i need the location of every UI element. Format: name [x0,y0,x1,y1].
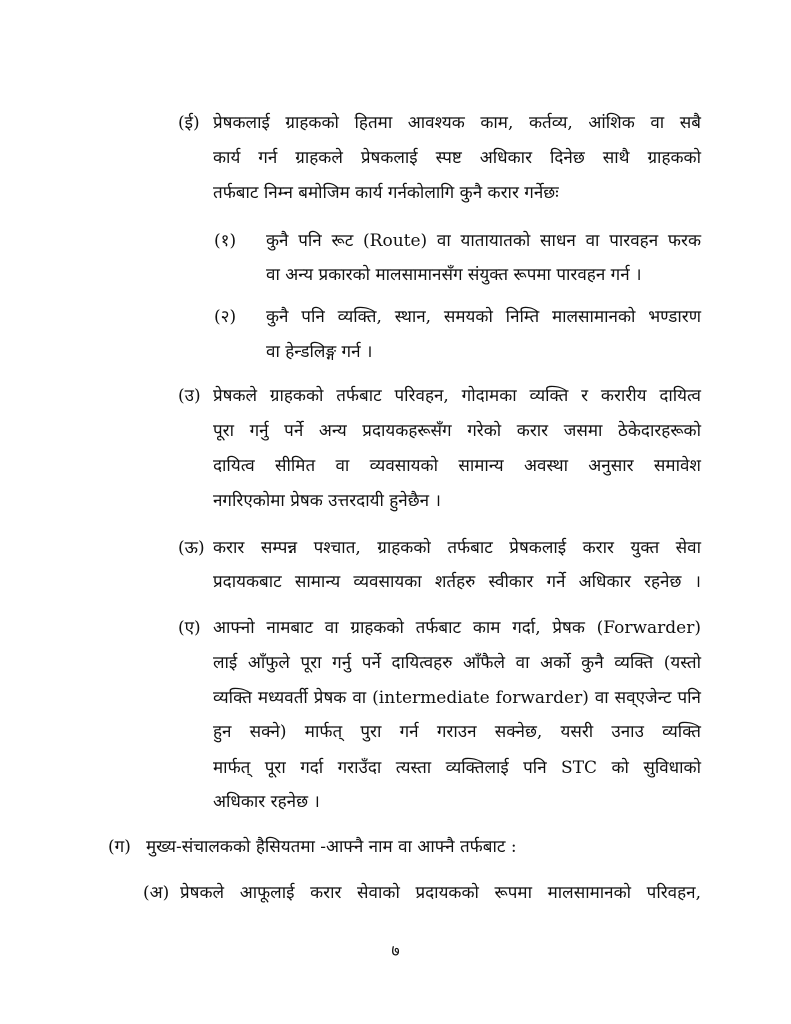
clause-ii-line-2: कार्य गर्न ग्राहकले प्रेषकलाई स्पष्ट अधिकार दिनेछ साथै ग्राहकको [213,148,701,168]
clause-e-line-2: लाई आँफुले पूरा गर्नु पर्ने दायित्वहरु आँफैले वा अर्को कुनै व्यक्ति (यस्तो [213,653,701,673]
section-ga-sub-a-line-1: प्रेषकले आफूलाई करार सेवाको प्रदायकको रूपमा मालसामानको परिवहन, [180,883,701,903]
clause-u-line-3: दायित्व सीमित वा व्यवसायको सामान्य अवस्था अनुसार समावेश [213,456,701,476]
section-marker-ga: (ग) [108,837,131,857]
clause-u-line-1: प्रेषकले ग्राहकको तर्फबाट परिवहन, गोदामका व्यक्ति र करारीय दायित्व [213,386,701,406]
clause-e-line-5: मार्फत् पूरा गर्दा गराउँदा त्यस्ता व्यक्तिलाई पनि STC को सुविधाको [213,758,701,778]
clause-e-line-6: अधिकार रहनेछ । [213,792,320,812]
clause-ii-line-1: प्रेषकलाई ग्राहकको हितमा आवश्यक काम, कर्तव्य, आंशिक वा सबै [213,113,701,133]
clause-uu-line-1: करार सम्पन्न पश्चात, ग्राहकको तर्फबाट प्रेषकलाई करार युक्त सेवा [213,538,701,558]
section-ga-heading: मुख्य-संचालकको हैसियतमा -आफ्नै नाम वा आफ्नै तर्फबाट : [146,837,517,857]
clause-marker-e: (ए) [178,618,201,638]
subclause-1-line-1: कुनै पनि रूट (Route) वा यातायातको साधन वा पारवहन फरक [266,231,701,251]
clause-e-line-3: व्यक्ति मध्यवर्ती प्रेषक वा (intermediate forwarder) वा सव्एजेन्ट पनि [213,688,701,708]
subclause-marker-1: (१) [214,231,237,251]
subclause-2-line-1: कुनै पनि व्यक्ति, स्थान, समयको निम्ति मालसामानको भण्डारण [266,307,701,327]
subclause-2-line-2: वा हेन्डलिङ्ग गर्न । [266,342,373,362]
clause-marker-uu: (ऊ) [178,538,205,558]
clause-u-line-4: नगरिएकोमा प्रेषक उत्तरदायी हुनेछैन । [213,491,441,511]
clause-marker-u: (उ) [178,386,201,406]
subclause-marker-2: (२) [214,307,237,327]
section-ga-sub-a-marker: (अ) [143,883,170,903]
clause-ii-line-3: तर्फबाट निम्न बमोजिम कार्य गर्नकोलागि कुनै करार गर्नेछः [213,183,559,203]
clause-marker-ii: (ई) [178,113,200,133]
clause-uu-line-2: प्रदायकबाट सामान्य व्यवसायका शर्तहरु स्वीकार गर्ने अधिकार रहनेछ । [213,572,701,592]
clause-e-line-4: हुन सक्ने) मार्फत् पुरा गर्न गराउन सक्नेछ, यसरी उनाउ व्यक्ति [213,722,701,742]
clause-e-line-1: आफ्नो नामबाट वा ग्राहकको तर्फबाट काम गर्दा, प्रेषक (Forwarder) [213,618,701,638]
clause-u-line-2: पूरा गर्नु पर्ने अन्य प्रदायकहरूसँग गरेको करार जसमा ठेकेदारहरूको [213,421,701,441]
subclause-1-line-2: वा अन्य प्रकारको मालसामानसँग संयुक्त रूपमा पारवहन गर्न । [266,265,642,285]
page-number: ७ [391,941,400,960]
